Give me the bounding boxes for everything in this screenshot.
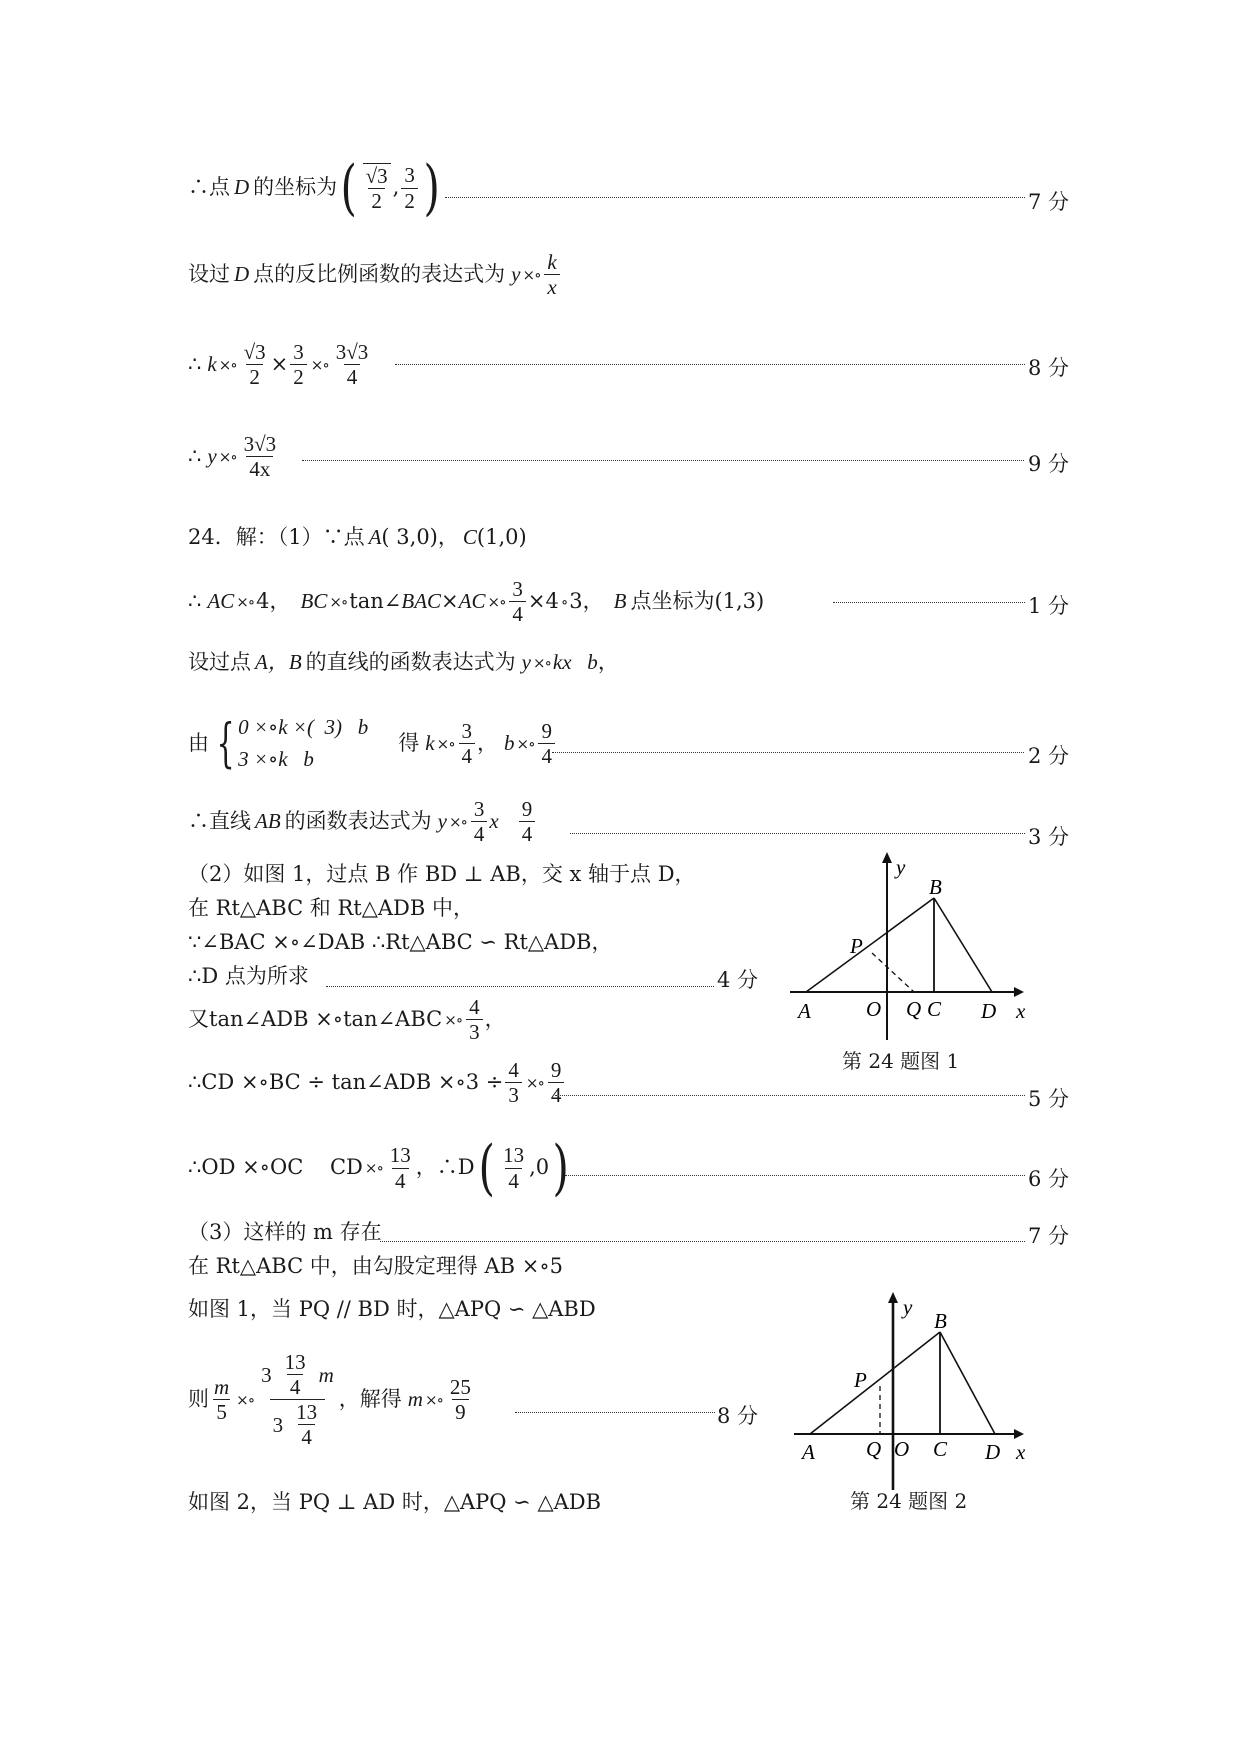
score: 3 分 [1028,825,1070,849]
line-ab-expression: ∴直线 AB 的函数表达式为 y ×∘ $\frac{3}{4}$ x $\frac{9}{4}$ [188,797,537,846]
line-line-setup: 设过点 A，B 的直线的函数表达式为 y ×∘ kx b ， [188,650,619,674]
line-point-d-coordinates [188,153,443,223]
text: 点的反比例函数的表达式为 [253,262,506,287]
line-part2-intro: （2）如图 1，过点 B 作 BD ⊥ AB，交 x 轴于点 D， [188,862,696,886]
fraction: $\frac{3}{4}$ [459,719,476,768]
line-case1-equation: 则 $\frac{m}{5}$ ×∘ 3 $\frac{13}{4}$ m 3 $\frac{13}{4}$ ，解得 m ×∘ $\frac{25}{9}$ [188,1350,476,1450]
line-q24-start: 24．解：（1）∵点 A ( 3,0) ， C (1,0) [188,525,527,549]
score: 2 分 [1028,744,1070,768]
fraction: $\frac{13}{4}$ [503,1143,525,1193]
score: 9 分 [1028,452,1070,476]
line-function-result: ∴ y ×∘ $\frac{3√3}{4x}$ [188,432,281,481]
line-equation-system: 由 { 0 ×∘k ×( 3) b 3 ×∘k b 得 k ×∘ $\frac{3}{4}$ ， b ×∘ $\frac{9}{4}$ [188,712,557,775]
label-a: A [798,999,811,1023]
label-a: A [802,1440,815,1464]
line-tan-adb: 又tan∠ADB ×∘tan∠ABC ×∘ $\frac{4}{3}$ ， [188,995,506,1045]
line-part2-d-found: ∴D 点为所求 [188,964,309,988]
dotted-leader [833,602,1025,603]
score: 5 分 [1028,1087,1070,1111]
label-d: D [985,1440,1001,1464]
label-c: C [933,1437,948,1461]
figure-1 [780,850,1040,1050]
fraction: $\frac{√3}{2}$ [243,340,266,390]
line-k-value: ∴ k ×∘ $\frac{√3}{2}$ × $\frac{3}{2}$ ×∘ $\frac{3√3}{4}$ [188,340,373,389]
line-part2-similar: ∵∠BAC ×∘∠DAB ∴Rt△ABC ∽ Rt△ADB， [188,930,613,954]
fraction: $\frac{k}{x}$ [544,250,559,299]
fraction: $\frac{3√3}{4}$ [335,340,369,390]
score: 8 分 [717,1404,759,1428]
text: 设过 [188,262,230,287]
label-c: C [927,997,942,1021]
compound-fraction: 3 $\frac{13}{4}$ m 3 $\frac{13}{4}$ [261,1350,334,1450]
line-part3-exists: （3）这样的 m 存在 [188,1220,382,1244]
dotted-leader [552,752,1024,753]
fraction: $\frac{9}{4}$ [519,797,536,846]
fraction: $\frac{13}{4}$ [389,1143,411,1193]
label-y: y [903,1295,913,1319]
line-inverse-function-setup [188,250,562,299]
line-od-value: ∴OD ×∘OC CD ×∘ $\frac{13}{4}$ ，∴D ( $\frac{13}{4}$ ,0 ) [188,1133,570,1203]
text: ∴点 [188,175,230,200]
dotted-leader [555,1095,1025,1096]
fraction: $\frac{25}{9}$ [449,1375,471,1425]
line-part2-triangles: 在 Rt△ABC 和 Rt△ADB 中， [188,896,474,920]
fraction: $\frac{4}{3}$ [505,1058,522,1107]
line-case1: 如图 1，当 PQ // BD 时，△APQ ∽ △ABD [188,1297,596,1321]
line-cd-value: ∴CD ×∘BC ÷ tan∠ADB ×∘3 ÷ $\frac{4}{3}$ ×∘ $\frac{9}{4}$ [188,1058,566,1107]
equation-system: 0 ×∘k ×( 3) b 3 ×∘k b [238,715,369,771]
fraction: $\frac{m}{5}$ [214,1375,230,1425]
score: 7 分 [1028,1224,1070,1248]
fraction: $\frac{4}{3}$ [466,995,483,1044]
line-ab-length: 在 Rt△ABC 中，由勾股定理得 AB ×∘5 [188,1254,564,1278]
paren-group: ( $\frac{√3}{2}$ , $\frac{3}{2}$ ) [340,153,440,223]
dotted-leader [302,460,1024,461]
line-ac-bc: ∴ AC ×∘ 4， BC ×∘ tan∠ BAC × AC ×∘ $\frac{3}{4}$ ×4 ∘ 3， B 点坐标为(1,3) [188,577,765,627]
var-d: D [234,175,250,200]
label-o: O [894,1437,910,1461]
dotted-leader [570,833,1025,834]
fraction: $\frac{9}{4}$ [548,1058,565,1107]
dotted-leader [445,197,1025,198]
score: 8 分 [1028,356,1070,380]
fraction: $\frac{√3}{2}$ [363,163,391,213]
label-b: B [934,1309,947,1333]
fraction: $\frac{3}{2}$ [290,340,307,389]
glitch: ×∘ [522,265,541,284]
label-x: x [1016,1440,1026,1464]
var-y: y [511,262,521,287]
score: 4 分 [717,968,759,992]
line-case2: 如图 2，当 PQ ⊥ AD 时，△APQ ∽ △ADB [188,1490,602,1514]
label-q: Q [906,997,922,1021]
score: 1 分 [1028,594,1070,618]
dotted-leader [326,986,714,987]
figure-2 [780,1290,1040,1490]
label-b: B [929,875,942,899]
fraction: $\frac{9}{4}$ [538,719,555,768]
label-o: O [866,997,882,1021]
fraction: $\frac{3}{4}$ [471,797,488,846]
text: 的坐标为 [253,175,338,200]
score: 6 分 [1028,1167,1070,1191]
figure-1-caption: 第 24 题图 1 [842,1049,960,1073]
dotted-leader [380,1241,1025,1242]
label-x: x [1016,999,1026,1023]
label-p: P [850,934,863,958]
label-y: y [896,855,906,879]
fraction: $\frac{3}{4}$ [509,577,526,626]
score: 7 分 [1028,190,1070,214]
fraction: $\frac{3√3}{4x}$ [243,432,277,482]
label-d: D [981,999,997,1023]
figure-2-caption: 第 24 题图 2 [850,1489,968,1513]
var-d: D [234,262,250,287]
label-q: Q [866,1437,882,1461]
fraction: $\frac{3}{2}$ [401,163,418,212]
dotted-leader [515,1412,715,1413]
dotted-leader [395,364,1025,365]
dotted-leader [565,1175,1025,1176]
label-p: P [854,1368,867,1392]
